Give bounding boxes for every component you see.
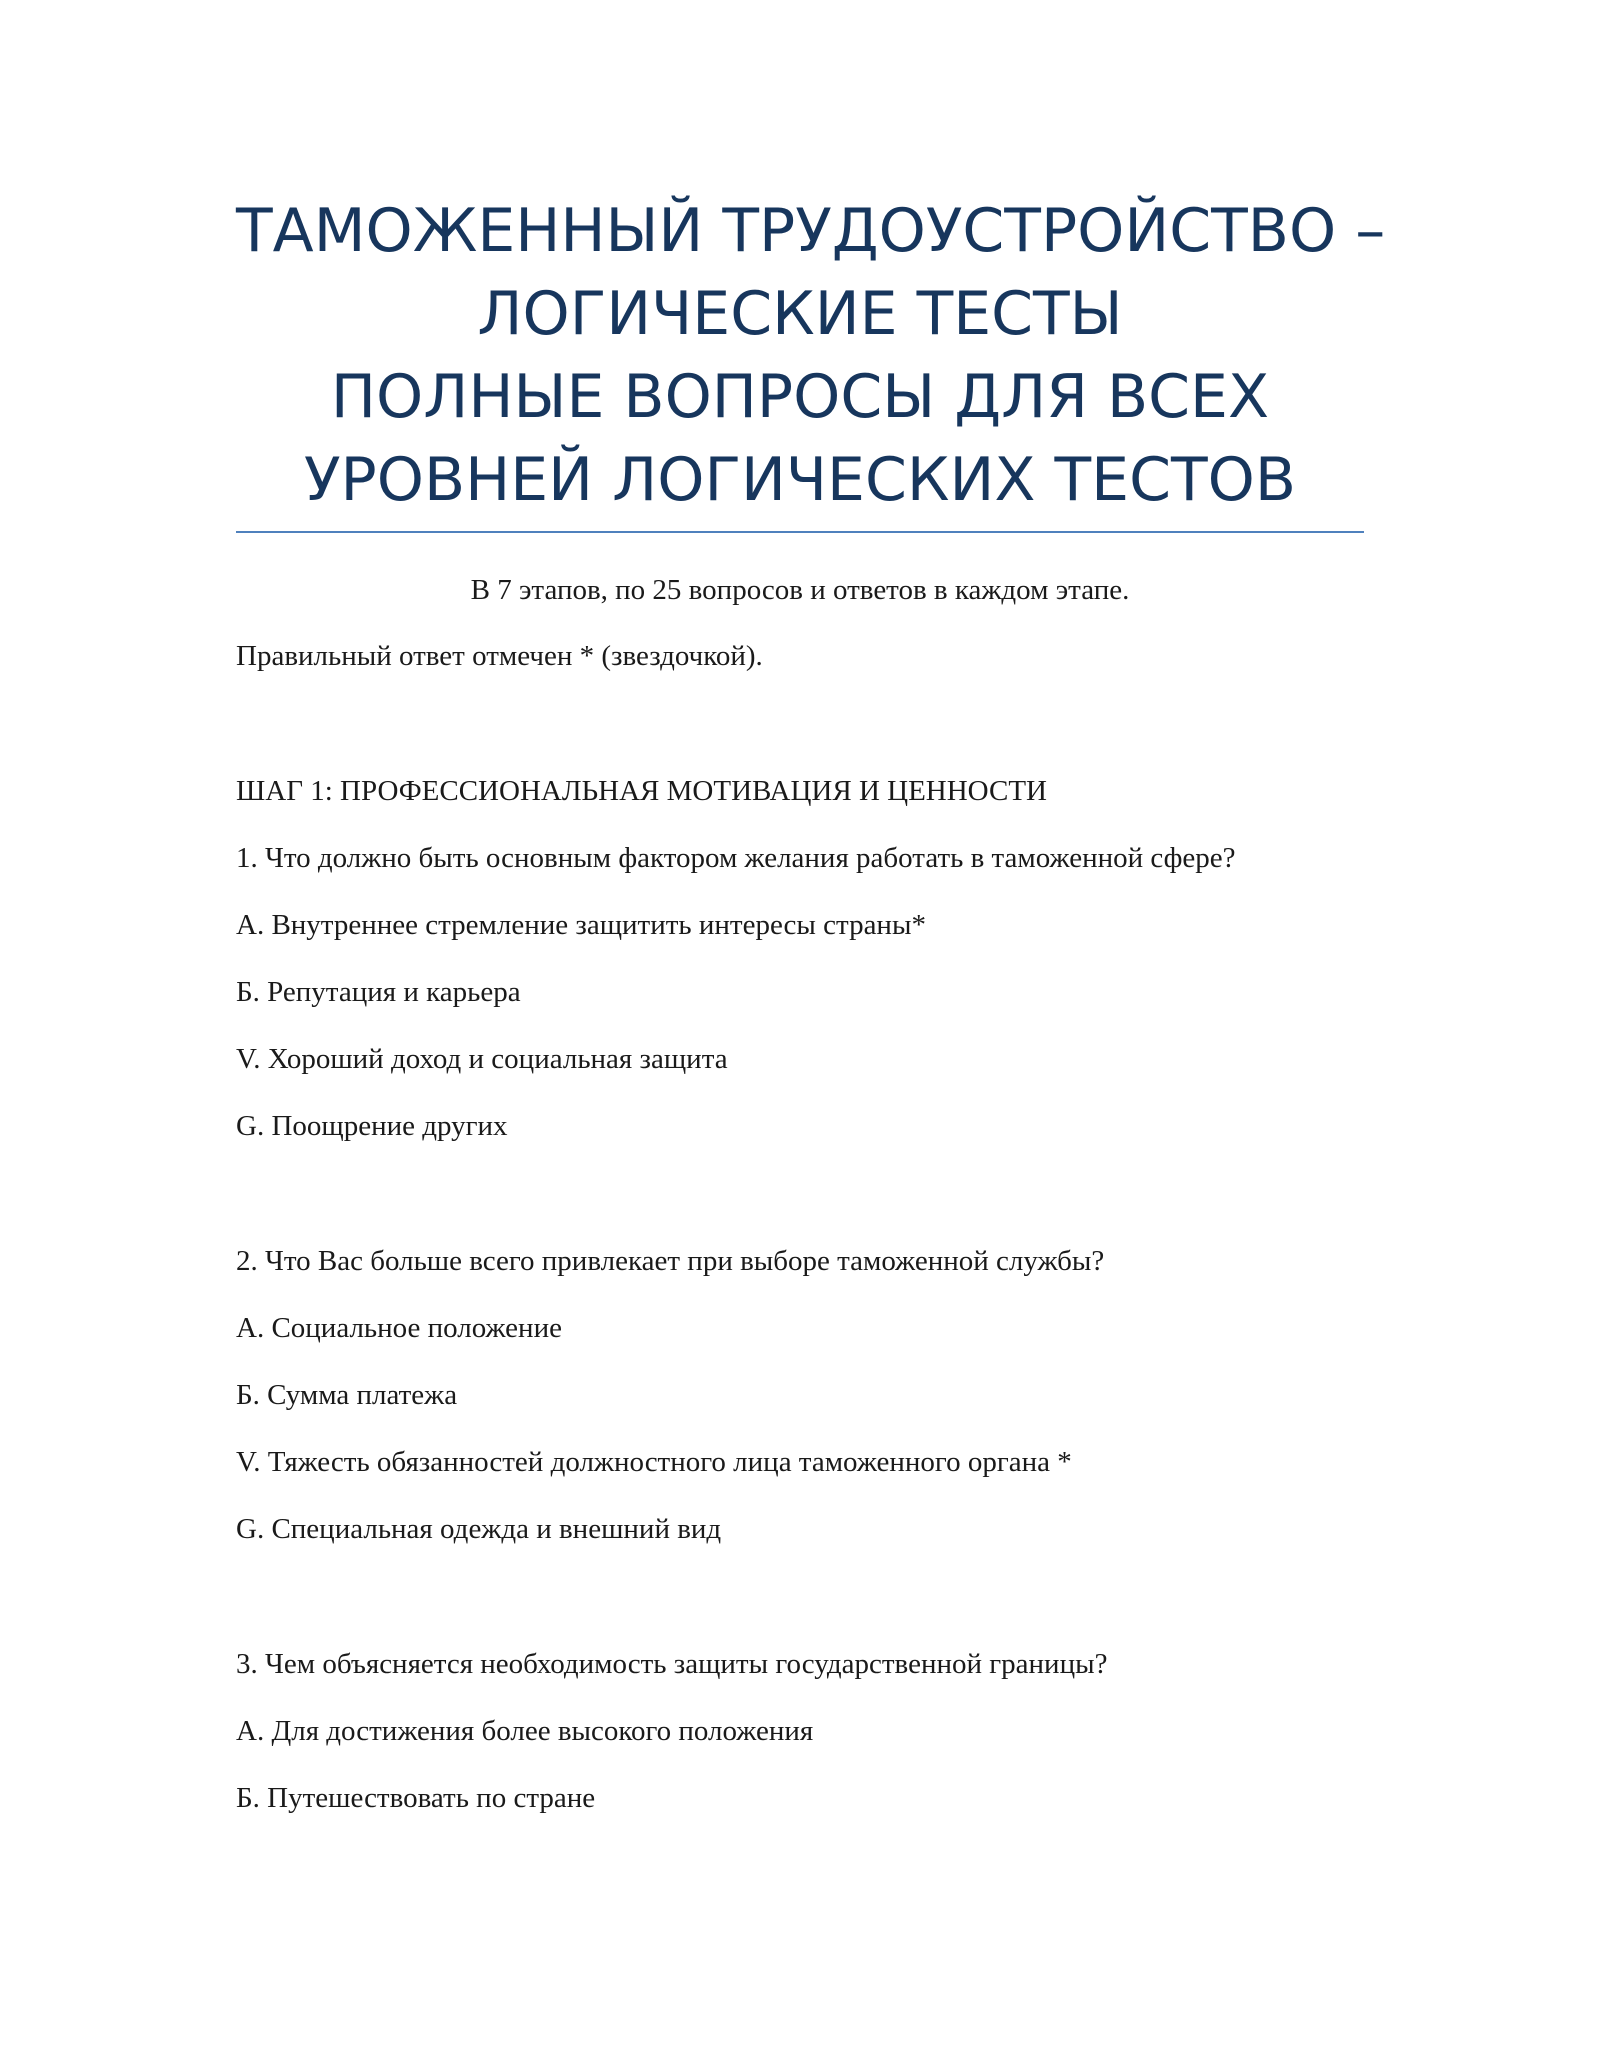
title-line: ТАМОЖЕННЫЙ ТРУДОУСТРОЙСТВО – <box>236 196 1386 266</box>
answer-option: А. Внутреннее стремление защитить интересы страны* <box>236 909 926 941</box>
answer-note: Правильный ответ отмечен * (звездочкой). <box>236 640 763 672</box>
question-text: 1. Что должно быть основным фактором желания работать в таможенной сфере? <box>236 842 1236 874</box>
question-text: 2. Что Вас больше всего привлекает при выборе таможенной службы? <box>236 1245 1105 1277</box>
answer-option: G. Специальная одежда и внешний вид <box>236 1513 722 1545</box>
subtitle: В 7 этапов, по 25 вопросов и ответов в каждом этапе. <box>470 574 1130 606</box>
document-title <box>236 190 1386 522</box>
answer-option: V. Тяжесть обязанностей должностного лица таможенного органа * <box>236 1446 1072 1478</box>
answer-option: А. Для достижения более высокого положения <box>236 1715 814 1747</box>
answer-option: Б. Сумма платежа <box>236 1379 458 1411</box>
title-line: ЛОГИЧЕСКИЕ ТЕСТЫ <box>477 279 1123 349</box>
answer-option: V. Хороший доход и социальная защита <box>236 1043 728 1075</box>
title-divider <box>236 531 1364 533</box>
section-heading: ШАГ 1: ПРОФЕССИОНАЛЬНАЯ МОТИВАЦИЯ И ЦЕННОСТИ <box>236 775 1047 807</box>
answer-option: Б. Путешествовать по стране <box>236 1782 596 1814</box>
question-text: 3. Чем объясняется необходимость защиты государственной границы? <box>236 1648 1108 1680</box>
title-line: ПОЛНЫЕ ВОПРОСЫ ДЛЯ ВСЕХ <box>330 362 1270 432</box>
answer-option: Б. Репутация и карьера <box>236 976 521 1008</box>
answer-option: G. Поощрение других <box>236 1110 508 1142</box>
answer-option: А. Социальное положение <box>236 1312 562 1344</box>
title-line: УРОВНЕЙ ЛОГИЧЕСКИХ ТЕСТОВ <box>303 445 1297 515</box>
